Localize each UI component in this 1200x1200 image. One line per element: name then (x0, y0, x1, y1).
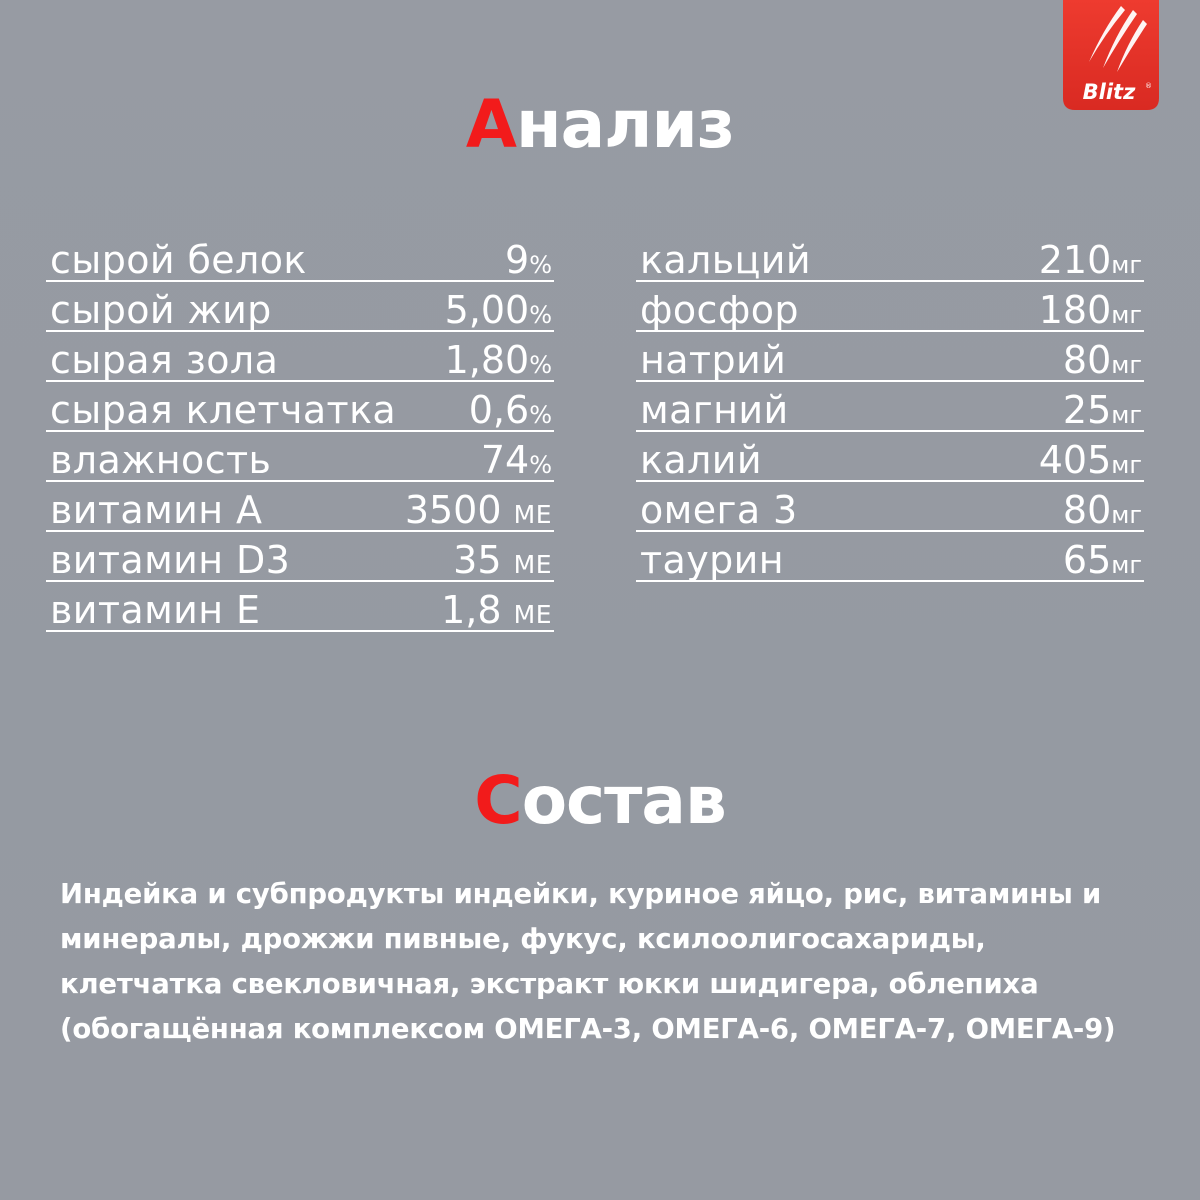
nutrient-number: 65 (1062, 538, 1112, 582)
nutrient-unit: мг (1111, 251, 1142, 279)
nutrient-unit: ME (513, 600, 552, 629)
nutrient-unit: ME (513, 500, 552, 529)
nutrient-name: витамин Е (50, 588, 261, 632)
nutrient-row (636, 332, 1144, 382)
nutrient-number: 1,80 (444, 338, 530, 382)
nutrient-row (636, 532, 1144, 582)
nutrient-value (441, 588, 552, 632)
nutrient-name: витамин D3 (50, 538, 291, 582)
analysis-title-rest: нализ (516, 86, 735, 163)
nutrient-number: 3500 (404, 488, 502, 532)
nutrient-number: 35 (453, 538, 502, 582)
nutrient-number: 25 (1062, 388, 1112, 432)
nutrient-name: витамин А (50, 488, 263, 532)
nutrient-unit: мг (1111, 501, 1142, 529)
nutrient-name: сырой жир (50, 288, 272, 332)
analysis-title-accent: А (465, 86, 516, 163)
composition-title-accent: С (474, 762, 522, 839)
nutrient-number: 210 (1038, 238, 1112, 282)
nutrient-value (404, 488, 552, 532)
nutrient-name: сырая клетчатка (50, 388, 397, 432)
nutrient-unit: % (529, 301, 552, 329)
nutrient-value (505, 238, 552, 282)
nutrient-number: 180 (1038, 288, 1112, 332)
nutrient-row (636, 432, 1144, 482)
logo-text: Blitz (1082, 80, 1136, 104)
nutrient-unit: ME (513, 550, 552, 579)
composition-line: Индейка и субпродукты индейки, куриное яйцо, рис, витамины и (60, 878, 1102, 910)
nutrient-row (636, 382, 1144, 432)
nutrient-value (444, 288, 552, 332)
logo-registered-mark: ® (1145, 82, 1152, 90)
nutrient-name: натрий (640, 338, 787, 382)
nutrient-number: 0,6 (468, 388, 530, 432)
nutrient-unit: мг (1111, 451, 1142, 479)
nutrient-name: магний (640, 388, 789, 432)
nutrient-value (1062, 488, 1142, 532)
analysis-table-left (46, 232, 554, 632)
nutrient-number: 9 (505, 238, 530, 282)
nutrient-value (1062, 338, 1142, 382)
nutrient-unit: % (529, 401, 552, 429)
nutrient-name: сырой белок (50, 238, 307, 282)
nutrient-unit: мг (1111, 301, 1142, 329)
nutrient-number: 74 (480, 438, 530, 482)
nutrient-name: омега 3 (640, 488, 798, 532)
nutrient-unit: мг (1111, 351, 1142, 379)
nutrient-value (1038, 238, 1142, 282)
nutrient-name: фосфор (640, 288, 799, 332)
nutrient-value (1062, 538, 1142, 582)
analysis-title (0, 86, 1200, 163)
nutrient-row (46, 482, 554, 532)
nutrient-row (46, 282, 554, 332)
nutrient-unit: % (529, 251, 552, 279)
nutrient-unit: мг (1111, 551, 1142, 579)
nutrient-unit: % (529, 451, 552, 479)
composition-text (60, 872, 1160, 1052)
composition-line: минералы, дрожжи пивные, фукус, ксилоолигосахариды, (60, 923, 986, 955)
nutrient-value (1062, 388, 1142, 432)
nutrient-name: таурин (640, 538, 784, 582)
nutrient-row (636, 232, 1144, 282)
nutrient-row (636, 482, 1144, 532)
nutrient-name: влажность (50, 438, 272, 482)
nutrient-row (46, 532, 554, 582)
nutrient-number: 80 (1062, 338, 1112, 382)
nutrient-value (444, 338, 552, 382)
nutrient-value (1038, 438, 1142, 482)
composition-title-rest: остав (521, 762, 726, 839)
nutrient-number: 1,8 (441, 588, 502, 632)
nutrient-row (46, 432, 554, 482)
composition-line: (обогащённая комплексом ОМЕГА-3, ОМЕГА-6, ОМЕГА-7, ОМЕГА-9) (60, 1013, 1116, 1045)
analysis-table-right (636, 232, 1144, 582)
nutrient-row (46, 332, 554, 382)
nutrient-row (46, 232, 554, 282)
composition-line: клетчатка свекловичная, экстракт юкки шидигера, облепиха (60, 968, 1039, 1000)
nutrient-value (1038, 288, 1142, 332)
nutrient-number: 80 (1062, 488, 1112, 532)
nutrient-name: сырая зола (50, 338, 279, 382)
nutrient-row (46, 382, 554, 432)
nutrient-unit: мг (1111, 401, 1142, 429)
nutrient-unit: % (529, 351, 552, 379)
nutrient-row (46, 582, 554, 632)
nutrient-value (468, 388, 552, 432)
nutrient-number: 405 (1038, 438, 1112, 482)
nutrient-value (453, 538, 552, 582)
nutrient-row (636, 282, 1144, 332)
nutrient-name: кальций (640, 238, 811, 282)
composition-title (0, 762, 1200, 839)
nutrient-name: калий (640, 438, 762, 482)
nutrient-value (480, 438, 552, 482)
nutrient-number: 5,00 (444, 288, 530, 332)
